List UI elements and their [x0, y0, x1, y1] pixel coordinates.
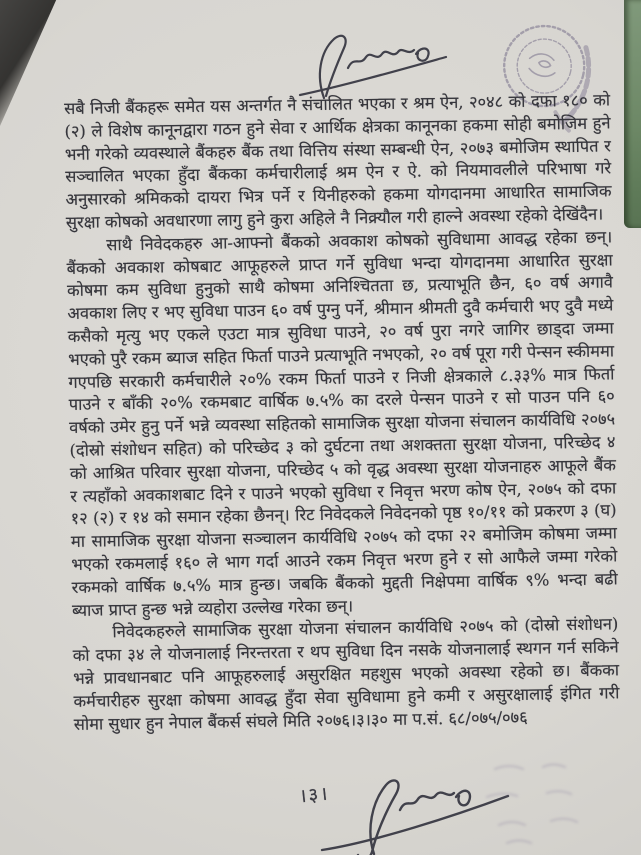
paragraph-1: सबै निजी बैंकहरू समेत यस अन्तर्गत नै संचालित भएका र श्रम ऐन, २०४८ को दफा १८० को (२) ले विशेष कानूनद्वारा गठन हुने सेवा र आर्थिक क्षेत्रका कानूनका हकमा सोही बमोजिम हुने भनी गरेको व्यवस्थाले बैंकहरु बैंक तथा वित्तिय संस्था सम्बन्धी ऐन, २०७३ बमोजिम स्थापित र सञ्चालित भएका हुँदा बैंकका कर्मचारीलाई श्रम ऐन र ऐ. को नियमावलीले परिभाषा गरे अनुसारको श्रमिकको दायरा भित्र पर्ने र यिनीहरुको हकमा योगदानमा आधारित सामाजिक सुरक्षा कोषको अवधारणा लागु हुने कुरा अहिले नै निक्र्यौल गरी हाल्ने अवस्था रहेको देखिंदैन। [64, 90, 612, 232]
signature-top [288, 24, 458, 102]
bleed-through-marks [477, 755, 627, 851]
document-body [64, 89, 620, 736]
page-number: ।३। [298, 782, 331, 808]
paragraph-2: साथै निवेदकहरु आ-आफ्नो बैंकको अवकाश कोषको सुविधामा आवद्ध रहेका छन्। बैंकको अवकाश कोषबाट आफूहरुले प्राप्त गर्ने सुविधा भन्दा योगदानमा आधारित सुरक्षा कोषमा कम सुविधा हुनुको साथै कोषमा अनिश्चितता छ, प्रत्याभूति छैन, ६० वर्ष अगावै अवकाश लिए र भए सुविधा पाउन ६० वर्ष पुग्नु पर्ने, श्रीमान श्रीमती दुवै कर्मचारी भए दुवै मध्ये कसैको मृत्यु भए एकले एउटा मात्र सुविधा पाउने, २० वर्ष पुरा नगरे जागिर छाड्दा जम्मा भएको पुरै रकम ब्याज सहित फिर्ता पाउने प्रत्याभूति नभएको, २० वर्ष पूरा गरी पेन्सन स्कीममा गएपछि सरकारी कर्मचारीले २०% रकम फिर्ता पाउने र निजी क्षेत्रकाले ८.३३% मात्र फिर्ता पाउने र बाँकी २०% रकमबाट वार्षिक ७.५% का दरले पेन्सन पाउने र सो पाउन पनि ६० वर्षको उमेर हुनु पर्ने भन्ने व्यवस्था सहितको सामाजिक सुरक्षा योजना संचालन कार्यविधि २०७५ (दोस्रो संशोधन सहित) को परिच्छेद ३ को दुर्घटना तथा अशक्तता सुरक्षा योजना, परिच्छेद ४ को आश्रित परिवार सुरक्षा योजना, परिच्छेद ५ को वृद्ध अवस्था सुरक्षा योजनाहरु आफूले बैंक र त्यहाँको अवकाशबाट दिने र पाउने भएको सुविधा र निवृत्त भरण कोष ऐन, २०७५ को दफा १२ (२) र १४ को समान रहेका छैनन्। रिट निवेदकले निवेदनको पृष्ठ १०/११ को प्रकरण ३ (घ) मा सामाजिक सुरक्षा योजना सञ्चालन कार्यविधि २०७५ को दफा २२ बमोजिम कोषमा जम्मा भएको रकमलाई १६० ले भाग गर्दा आउने रकम निवृत्त भरण हुने र सो आफैले जम्मा गरेको रकमको वार्षिक ७.५% मात्र हुन्छ। जबकि बैंकको मुद्दती निक्षेपमा वार्षिक ९% भन्दा बढी ब्याज प्राप्त हुन्छ भन्ने व्यहोरा उल्लेख गरेका छन्। [66, 227, 618, 620]
paragraph-3: निवेदकहरुले सामाजिक सुरक्षा योजना संचालन कार्यविधि २०७५ को (दोस्रो संशोधन) को दफा ३४ ले योजनालाई निरन्तरता र थप सुविधा दिन नसके योजनालाई स्थगन गर्न सकिने भन्ने प्रावधानबाट पनि आफूहरुलाई असुरक्षित महशुस भएको अवस्था रहेको छ। बैंकका कर्मचारीहरु सुरक्षा कोषमा आवद्ध हुँदा सेवा सुविधामा हुने कमी र असुरक्षालाई इंगित गरी सोमा सुधार हुन नेपाल बैंकर्स संघले मिति २०७६।३।३० मा प.सं. ६८/०७५/०७६ [72, 614, 620, 734]
table-surface-edge [624, 0, 641, 228]
